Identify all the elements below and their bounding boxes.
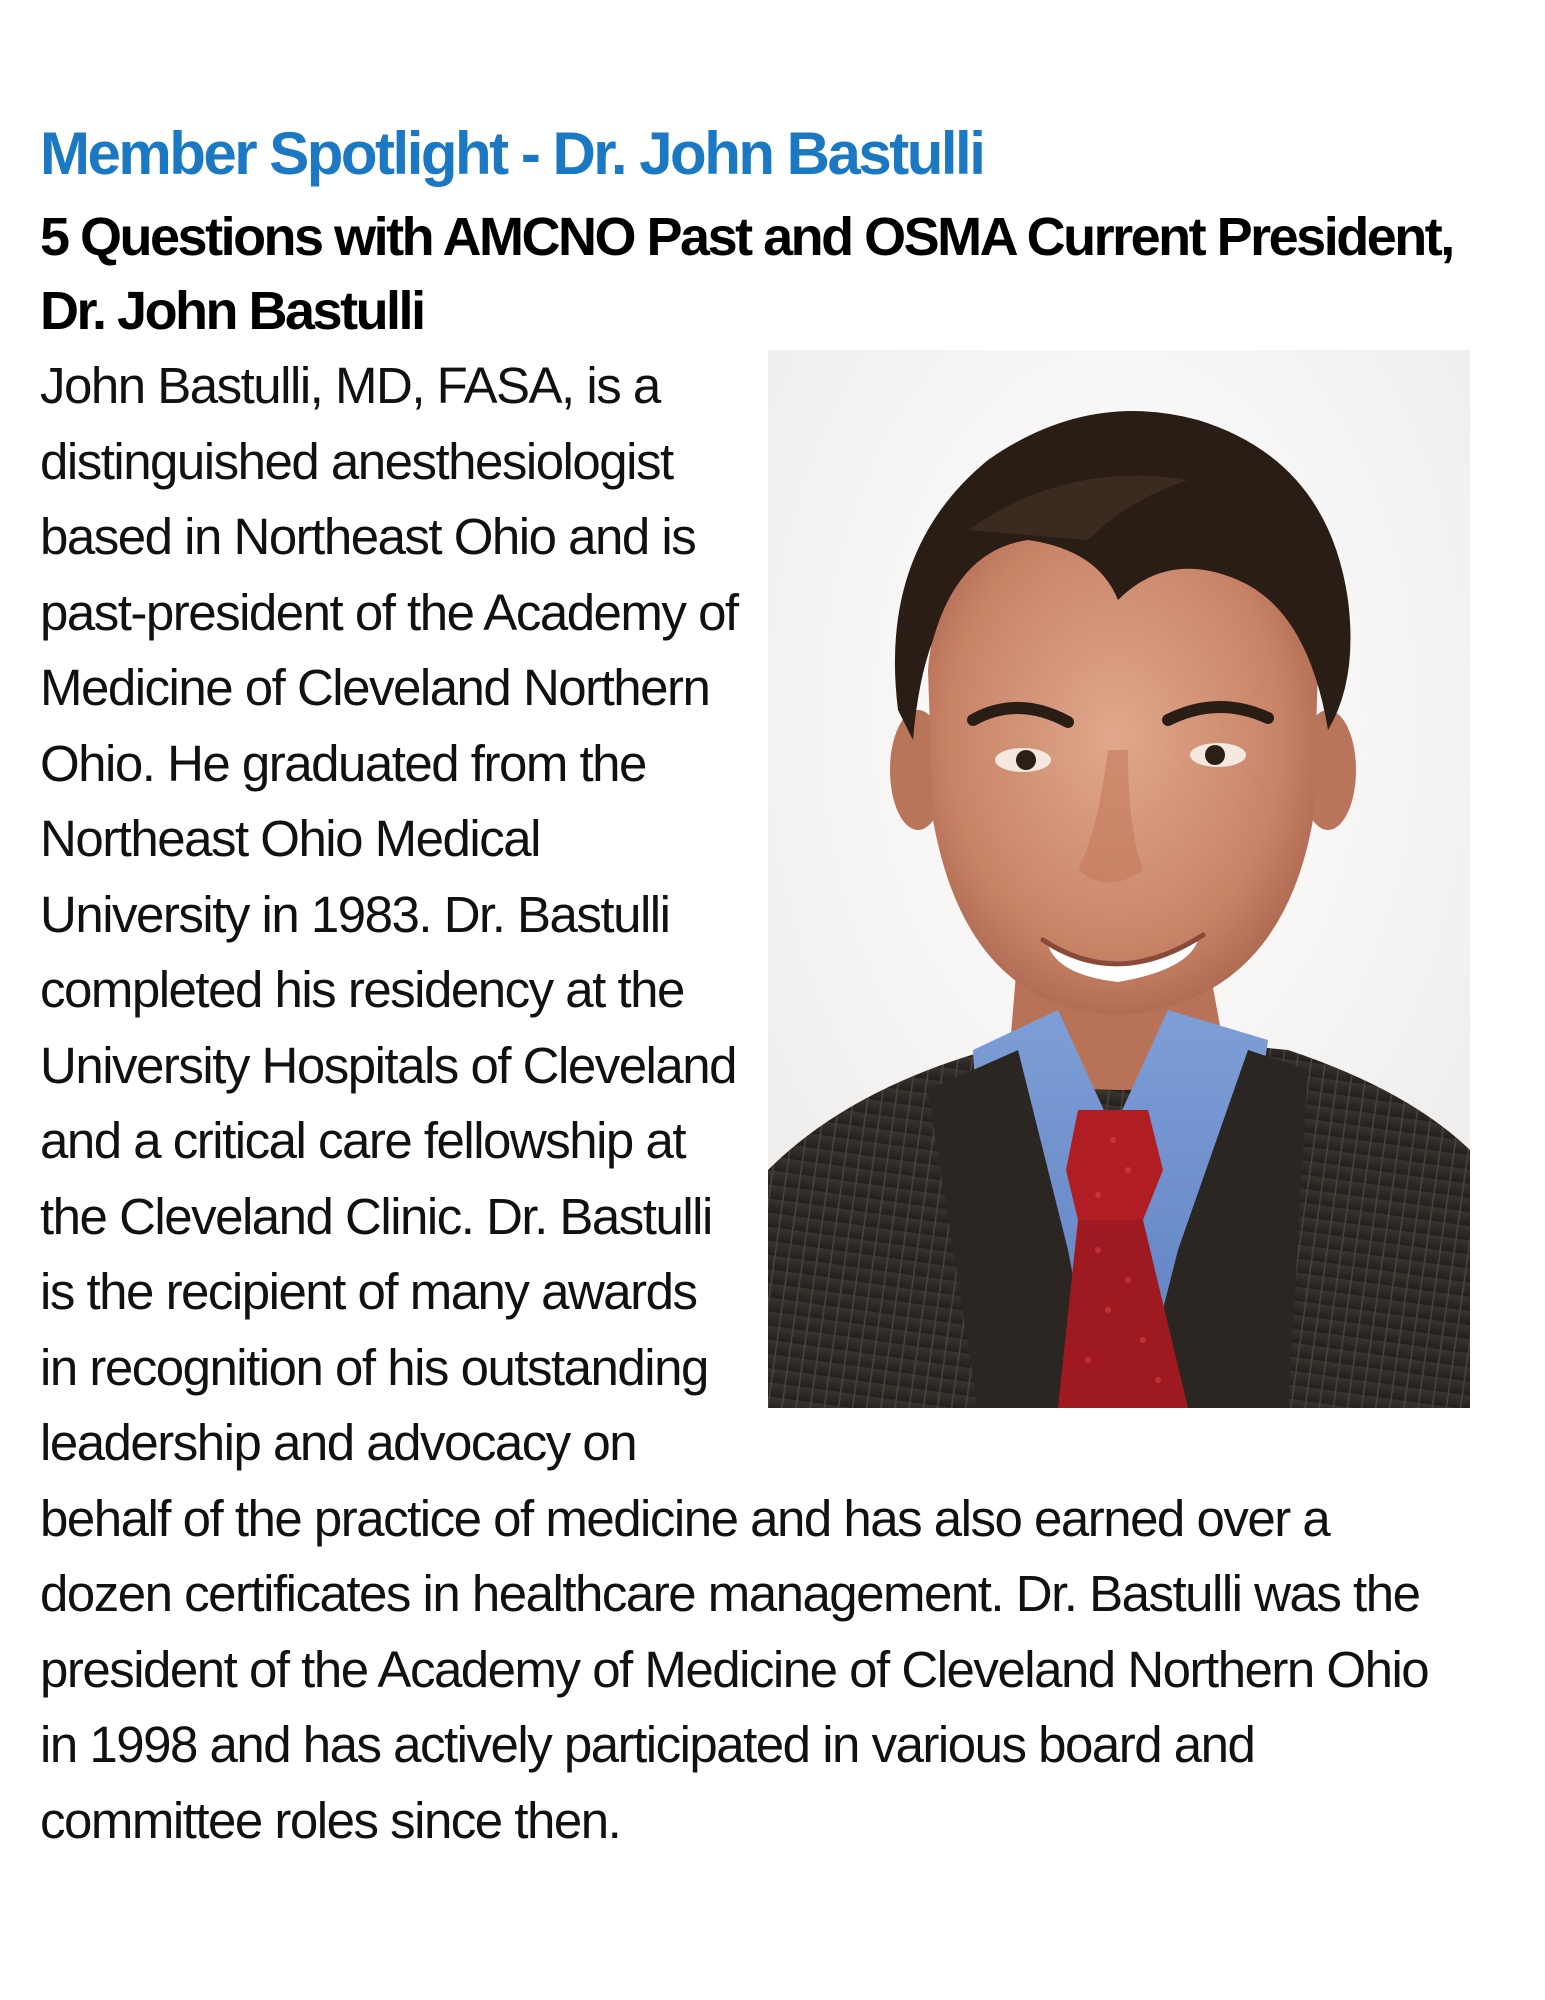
article [40, 118, 1470, 1858]
portrait-photo [768, 350, 1470, 1408]
article-body: John Bastulli, MD, FASA, is a distinguished anesthesiologist based in Northeast Ohio and is past-president of the Academy of Medicine of Cleveland Northern Ohio. He graduated from the Northeast Ohio Medical University in 1983. Dr. Bastulli completed his residency at the University Hospitals of Cleveland and a critical care fellowship at the Cleveland Clinic. Dr. Bastulli is the recipient of many awards in recognition of his outstanding leadership and advocacy on behalf of the practice of medicine and has also earned over a dozen certificates in healthcare management. Dr. Bastulli was the president of the Academy of Medicine of Cleveland Northern Ohio in 1998 and has actively participated in various board and committee roles since then. [40, 357, 1429, 1849]
article-subtitle: 5 Questions with AMCNO Past and OSMA Current President, Dr. John Bastulli [40, 207, 1453, 341]
article-title: Member Spotlight - Dr. John Bastulli [40, 120, 984, 187]
